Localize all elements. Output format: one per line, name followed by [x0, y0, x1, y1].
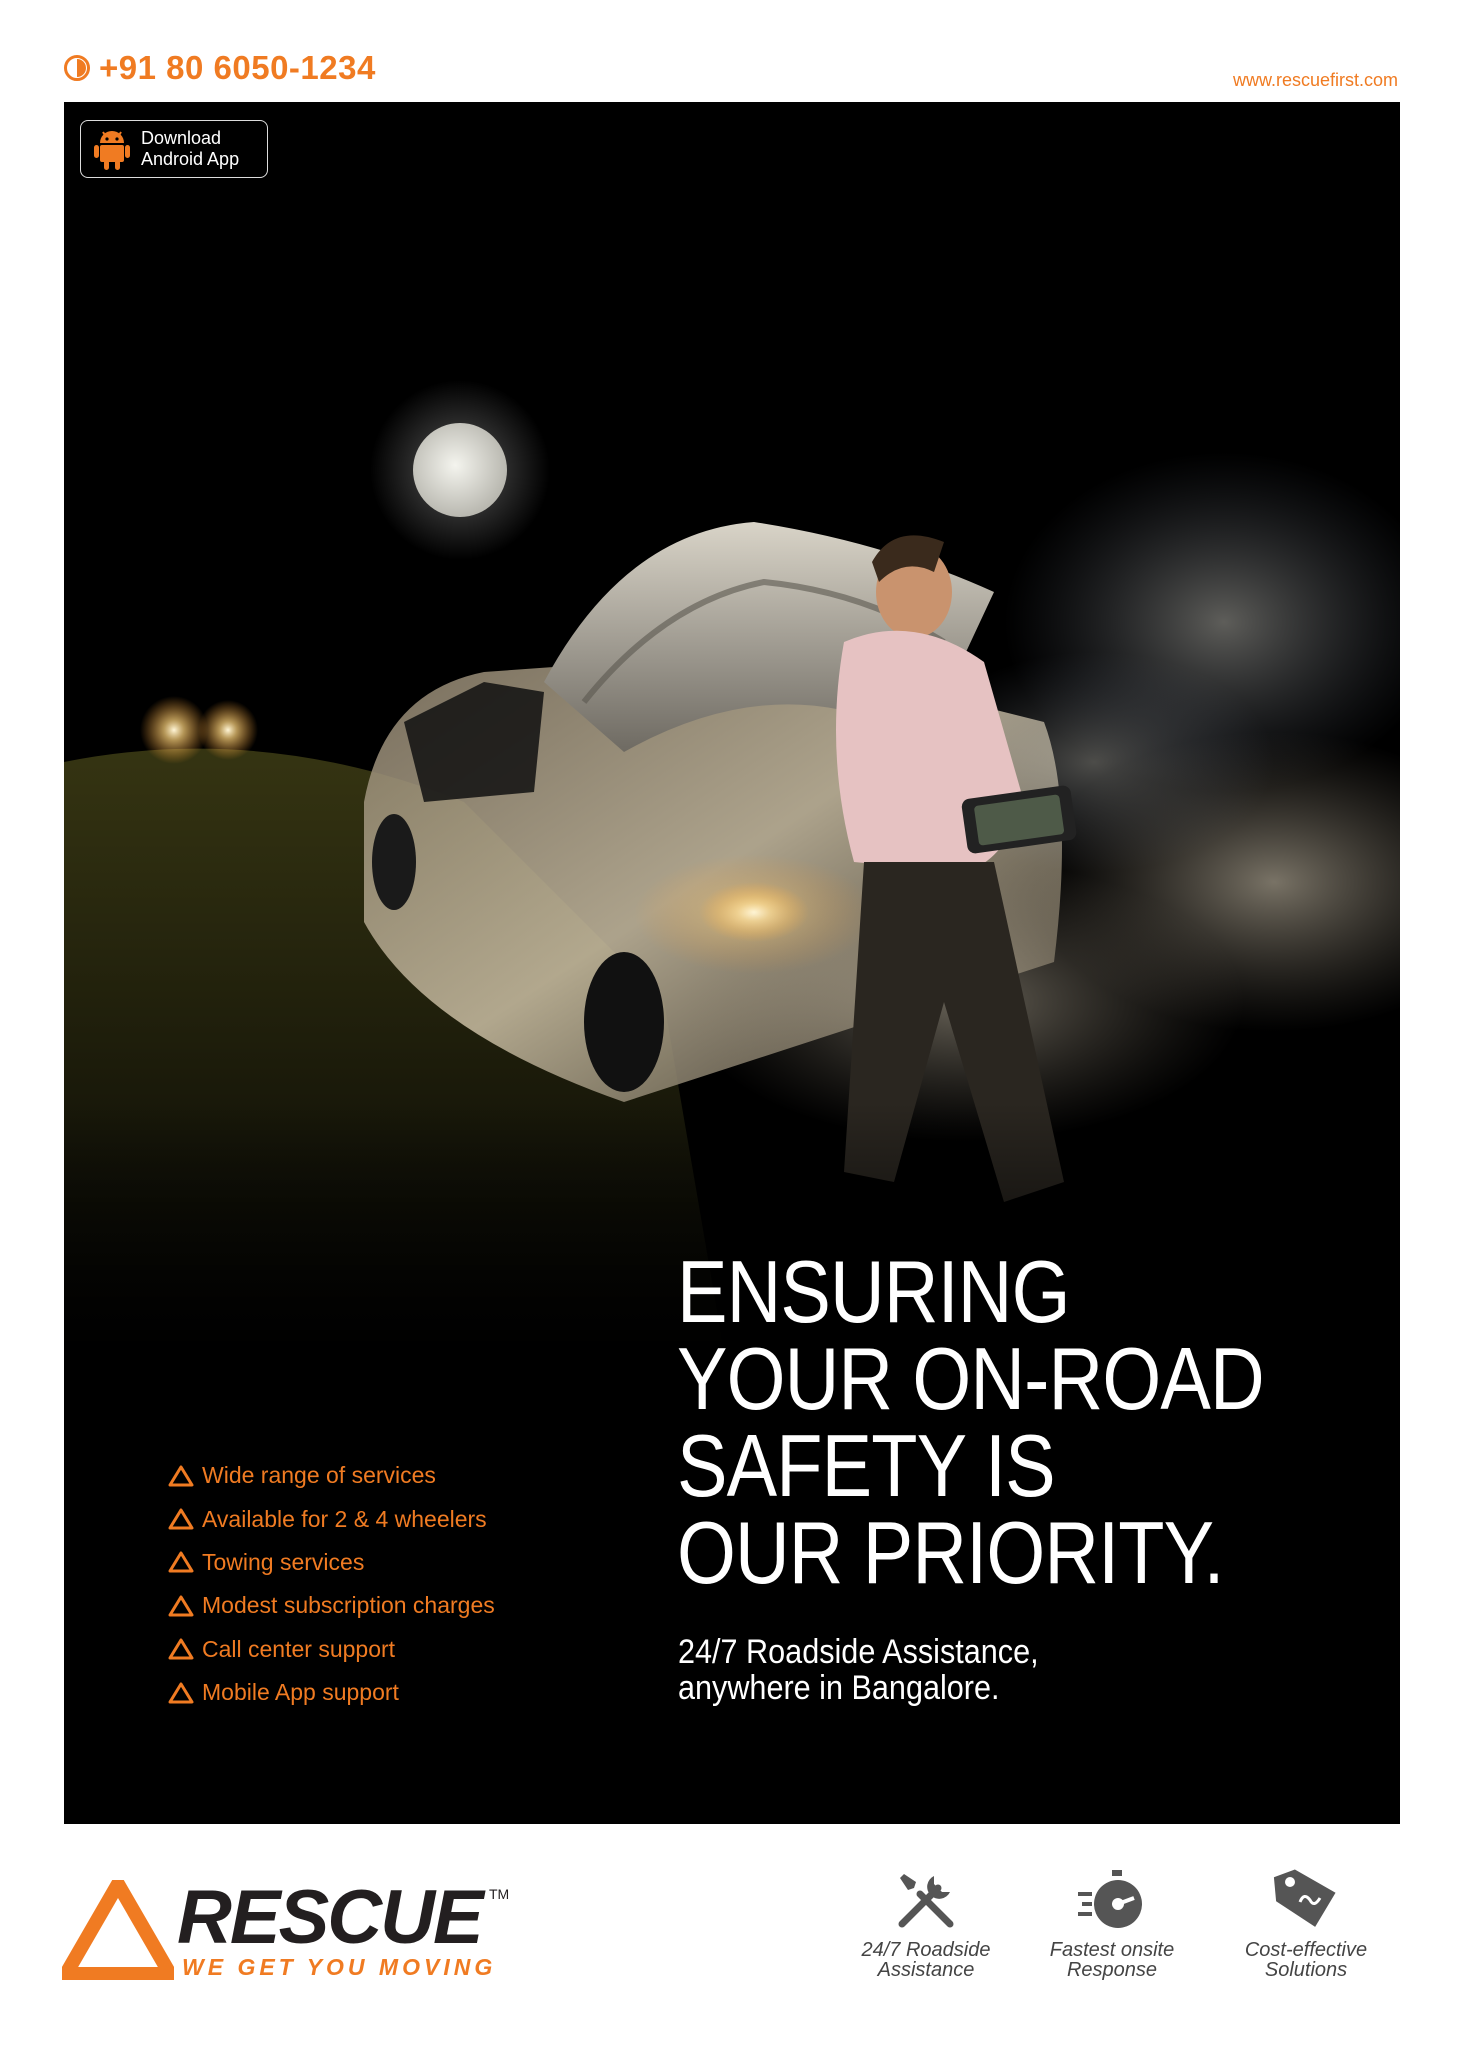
badge-cost-effective [1216, 1864, 1396, 1980]
website-link[interactable]: www.rescuefirst.com [1232, 70, 1398, 90]
subheadline-line2: anywhere in Bangalore. [678, 1669, 1000, 1707]
android-button-label [141, 128, 239, 170]
badge-line2: Solutions [1264, 1959, 1348, 1981]
feature-list [168, 1454, 495, 1714]
list-item [168, 1541, 495, 1584]
badge-roadside-assistance [836, 1868, 1016, 1980]
warning-triangle-icon [168, 1682, 194, 1704]
phone-number[interactable] [63, 46, 376, 90]
warning-triangle-icon [168, 1638, 194, 1660]
list-item [168, 1671, 495, 1714]
warning-triangle-icon [168, 1465, 194, 1487]
badge-fastest-response [1022, 1868, 1202, 1980]
headline [677, 1242, 1264, 1602]
rescue-triangle-icon [62, 1880, 174, 1980]
stopwatch-icon [1076, 1868, 1148, 1932]
feature-label: Mobile App support [202, 1679, 399, 1706]
logo-tagline: WE GET YOU MOVING [182, 1954, 497, 1980]
badge-line1: 24/7 Roadside [861, 1939, 991, 1961]
headline-line1: ENSURING [677, 1242, 1070, 1341]
list-item [168, 1628, 495, 1671]
subheadline [678, 1634, 1039, 1706]
list-item [168, 1454, 495, 1497]
hero-photo [64, 102, 1400, 1824]
feature-label: Wide range of services [202, 1462, 436, 1489]
android-icon [93, 127, 131, 171]
headline-line2: YOUR ON-ROAD [677, 1329, 1264, 1428]
android-button-line2: Android App [141, 149, 240, 169]
subheadline-line1: 24/7 Roadside Assistance, [678, 1633, 1039, 1671]
wrench-screwdriver-icon [894, 1868, 958, 1932]
headline-line3: SAFETY IS [677, 1416, 1055, 1515]
list-item [168, 1584, 495, 1627]
feature-label: Call center support [202, 1635, 396, 1662]
badge-line2: Response [1066, 1959, 1158, 1981]
phone-icon [63, 54, 91, 82]
warning-triangle-icon [168, 1595, 194, 1617]
badge-line2: Assistance [877, 1959, 975, 1981]
price-tag-icon [1270, 1864, 1342, 1932]
feature-label: Towing services [202, 1548, 365, 1575]
feature-label: Modest subscription charges [202, 1592, 495, 1619]
badge-line1: Cost-effective [1244, 1939, 1368, 1961]
list-item [168, 1497, 495, 1540]
phone-number-text: +91 80 6050-1234 [99, 49, 376, 86]
android-button-line1: Download [141, 128, 222, 148]
logo-wordmark: RESCUE [177, 1875, 482, 1960]
badge-line1: Fastest onsite [1049, 1939, 1175, 1961]
download-android-app-button[interactable] [80, 120, 268, 178]
warning-triangle-icon [168, 1508, 194, 1530]
headline-line4: OUR PRIORITY. [677, 1503, 1224, 1602]
warning-triangle-icon [168, 1551, 194, 1573]
trademark-mark: TM [489, 1886, 510, 1902]
feature-label: Available for 2 & 4 wheelers [202, 1505, 487, 1532]
rescue-logo [62, 1875, 522, 1980]
